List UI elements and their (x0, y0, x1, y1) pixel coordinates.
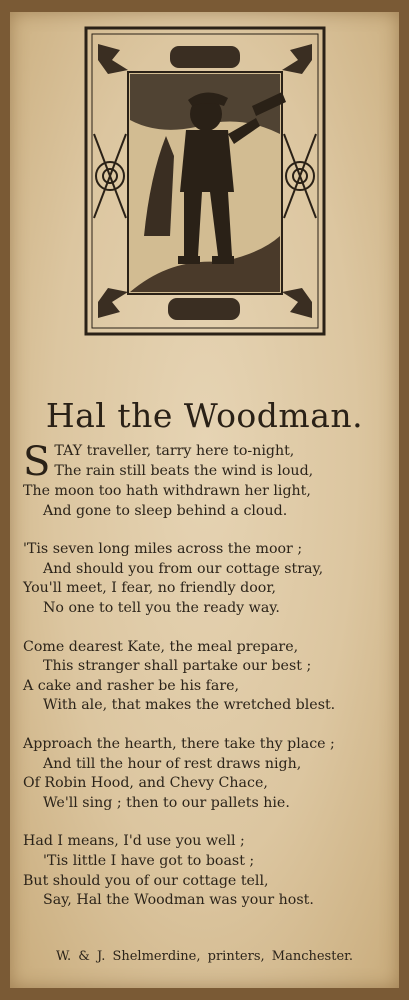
poem-line: We'll sing ; then to our pallets hie. (43, 794, 290, 811)
poem-title: Hal the Woodman. (45, 396, 364, 435)
poem-line: No one to tell you the ready way. (43, 599, 280, 616)
first-line-rest: TAY traveller, tarry here to-night, (54, 443, 295, 459)
poem-line: With ale, that makes the wretched blest. (43, 697, 336, 714)
leaf-ornament-bottom-left (98, 288, 128, 318)
poem-line: You'll meet, I fear, no friendly door, (23, 580, 277, 597)
poem-line: Had I means, I'd use you well ; (23, 833, 245, 850)
leaf-ornament-bottom-right (282, 288, 312, 318)
woodcut-illustration (84, 26, 326, 336)
broadside-sheet (10, 12, 399, 988)
log-ornament-bottom (168, 298, 240, 320)
stanza (23, 735, 393, 813)
stanza (23, 638, 393, 716)
poem-line: A cake and rasher be his fare, (23, 677, 240, 694)
stanza (23, 832, 393, 910)
poem-line: And should you from our cottage stray, (43, 560, 324, 577)
stanza (23, 439, 393, 521)
poem-line: And till the hour of rest draws nigh, (43, 755, 302, 772)
poem-line: And gone to sleep behind a cloud. (43, 502, 288, 519)
log-ornament-top (170, 46, 240, 68)
drop-cap: S (23, 439, 51, 485)
stanza (23, 540, 393, 618)
printer-imprint: W. & J. Shelmerdine, printers, Manchester. (55, 949, 354, 964)
poem-body (23, 439, 393, 930)
poem-line (23, 442, 393, 462)
poem-line: 'Tis little I have got to boast ; (43, 852, 255, 869)
poem-line: Approach the hearth, there take thy place ; (23, 735, 335, 752)
poem-line: The moon too hath withdrawn her light, (23, 483, 311, 499)
poem-line: This stranger shall partake our best ; (43, 658, 312, 675)
poem-line: But should you of our cottage tell, (23, 872, 269, 889)
poem-line: Say, Hal the Woodman was your host. (43, 892, 314, 909)
poem-line: Come dearest Kate, the meal prepare, (23, 638, 299, 655)
poem-line: Of Robin Hood, and Chevy Chace, (23, 775, 268, 792)
leaf-ornament-top-right (282, 44, 312, 74)
poem-line: The rain still beats the wind is loud, (54, 462, 314, 479)
leaf-ornament-top-left (98, 44, 128, 74)
poem-line: 'Tis seven long miles across the moor ; (23, 541, 303, 558)
